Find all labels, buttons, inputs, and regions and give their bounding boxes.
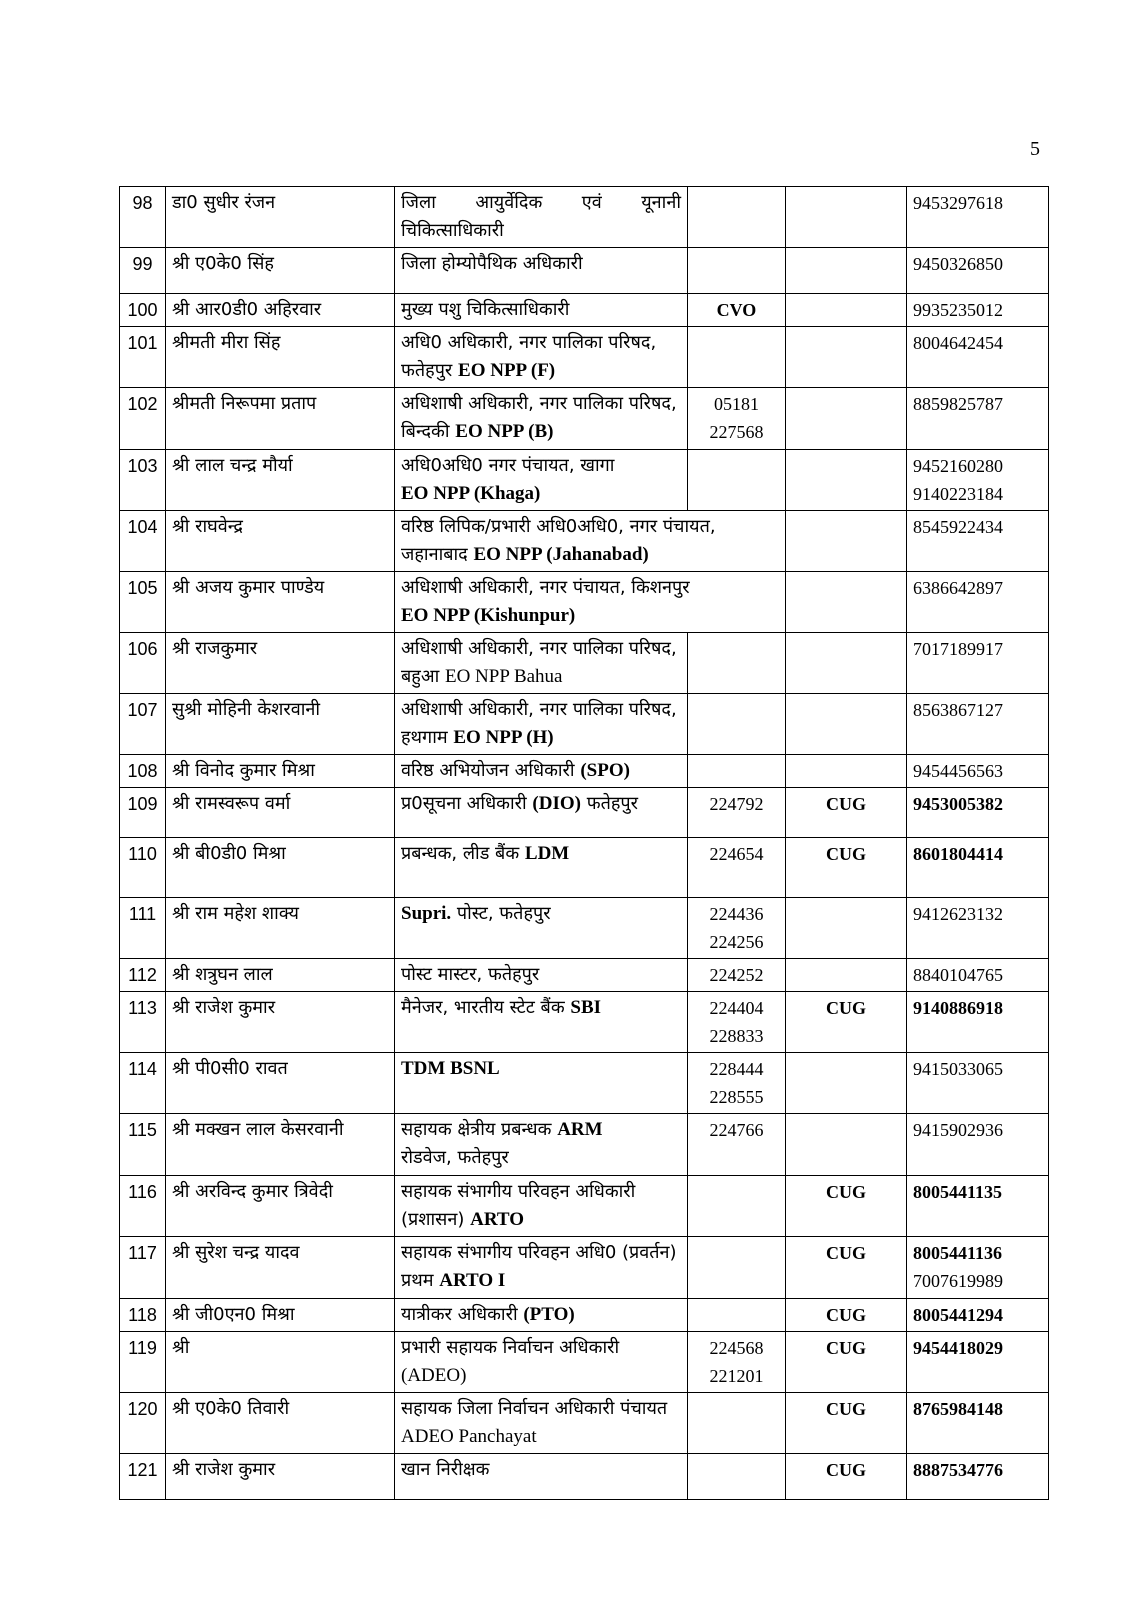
office-phone <box>688 694 786 755</box>
serial-number: 117 <box>120 1237 166 1299</box>
designation-cell <box>395 450 688 511</box>
table-row <box>120 187 1049 248</box>
designation: वरिष्ठ अभियोजन अधिकारी <box>401 760 575 781</box>
designation-code: (PTO) <box>523 1304 575 1325</box>
office-phone <box>688 248 786 294</box>
table-row <box>120 1237 1049 1299</box>
cug-label <box>786 755 907 788</box>
mobile-number: 8887534776 <box>907 1454 1049 1500</box>
designation-code: SBI <box>570 997 602 1018</box>
office-phone <box>688 1176 786 1237</box>
office-phone <box>688 327 786 388</box>
mobile-number: 8601804414 <box>907 838 1049 898</box>
mobile-number: 9450326850 <box>907 248 1049 294</box>
designation: अधिशाषी अधिकारी, नगर पालिका परिषद, हथगाम <box>401 699 677 748</box>
mobile-number: 8005441294 <box>907 1299 1049 1332</box>
cug-label <box>786 327 907 388</box>
designation-code: EO NPP (Jahanabad) <box>473 544 649 565</box>
designation: अधिशाषी अधिकारी, नगर पालिका परिषद, बहुआ <box>401 638 677 687</box>
mobile-line: 8005441136 <box>913 1243 1003 1263</box>
office-phone: 224252 <box>688 959 786 992</box>
designation: यात्रीकर अधिकारी <box>401 1304 518 1325</box>
cug-label <box>786 511 907 572</box>
designation: सहायक क्षेत्रीय प्रबन्धक <box>401 1119 552 1140</box>
designation: अधि0अधि0 नगर पंचायत, खागा <box>401 455 615 476</box>
designation-code: (ADEO) <box>401 1365 467 1386</box>
mobile-number: 9140886918 <box>907 992 1049 1053</box>
serial-number: 110 <box>120 838 166 898</box>
serial-number: 120 <box>120 1393 166 1454</box>
cug-label <box>786 388 907 450</box>
designation-cell <box>395 572 786 633</box>
designation-cell <box>395 992 688 1053</box>
designation-code: EO NPP (H) <box>453 727 554 748</box>
designation-cell <box>395 1237 688 1299</box>
designation: प्रभारी सहायक निर्वाचन अधिकारी <box>401 1337 620 1358</box>
table-row <box>120 388 1049 450</box>
table-row <box>120 898 1049 959</box>
designation-cell <box>395 788 688 838</box>
serial-number: 114 <box>120 1053 166 1114</box>
phone-line: 224256 <box>709 932 764 952</box>
designation-code: ARM <box>557 1119 603 1140</box>
serial-number: 111 <box>120 898 166 959</box>
cug-label <box>786 187 907 248</box>
designation-cell <box>395 1176 688 1237</box>
designation: जिला आयुर्वेदिक एवं यूनानी चिकित्साधिकारी <box>395 187 688 248</box>
officer-name: श्री राजेश कुमार <box>166 992 395 1053</box>
mobile-number <box>907 450 1049 511</box>
table-row <box>120 248 1049 294</box>
mobile-line: 7007619989 <box>913 1271 1003 1291</box>
designation: प्र0सूचना अधिकारी <box>401 793 527 814</box>
serial-number: 106 <box>120 633 166 694</box>
cug-label <box>786 694 907 755</box>
mobile-number: 9453005382 <box>907 788 1049 838</box>
table-row <box>120 450 1049 511</box>
designation-cell <box>395 1393 688 1454</box>
table-row <box>120 327 1049 388</box>
table-row <box>120 1393 1049 1454</box>
mobile-number: 9453297618 <box>907 187 1049 248</box>
serial-number: 104 <box>120 511 166 572</box>
office-phone <box>688 992 786 1053</box>
phone-line: 228833 <box>709 1026 764 1046</box>
officer-name: श्री राम महेश शाक्य <box>166 898 395 959</box>
designation-code: (SPO) <box>580 760 630 781</box>
designation-code: EO NPP (Khaga) <box>401 483 541 504</box>
designation-cell <box>395 511 786 572</box>
office-phone <box>688 1393 786 1454</box>
office-phone: 224654 <box>688 838 786 898</box>
serial-number: 109 <box>120 788 166 838</box>
table-row <box>120 633 1049 694</box>
mobile-line: 9452160280 <box>913 456 1003 476</box>
serial-number: 105 <box>120 572 166 633</box>
officer-name: श्री बी0डी0 मिश्रा <box>166 838 395 898</box>
mobile-number: 9412623132 <box>907 898 1049 959</box>
office-phone <box>688 1299 786 1332</box>
designation-code: EO NPP (Kishunpur) <box>401 605 576 626</box>
table-row <box>120 992 1049 1053</box>
mobile-number: 8545922434 <box>907 511 1049 572</box>
serial-number: 108 <box>120 755 166 788</box>
table-row <box>120 511 1049 572</box>
office-phone: 224766 <box>688 1114 786 1176</box>
officer-name: श्री जी0एन0 मिश्रा <box>166 1299 395 1332</box>
officer-name: श्री अरविन्द कुमार त्रिवेदी <box>166 1176 395 1237</box>
serial-number: 115 <box>120 1114 166 1176</box>
designation-cell <box>395 633 688 694</box>
mobile-number: 8859825787 <box>907 388 1049 450</box>
table-row <box>120 1454 1049 1500</box>
mobile-number: 9415033065 <box>907 1053 1049 1114</box>
designation-cell <box>395 388 688 450</box>
designation-code: ARTO I <box>439 1270 506 1291</box>
designation-cell <box>395 898 688 959</box>
serial-number: 99 <box>120 248 166 294</box>
designation-cell <box>395 327 688 388</box>
serial-number: 112 <box>120 959 166 992</box>
officer-name: श्री ए0के0 तिवारी <box>166 1393 395 1454</box>
serial-number: 118 <box>120 1299 166 1332</box>
office-phone <box>688 1237 786 1299</box>
cug-label <box>786 1114 907 1176</box>
designation: सहायक संभागीय परिवहन अधिकारी (प्रशासन) <box>401 1181 636 1230</box>
designation-code: TDM BSNL <box>401 1058 500 1079</box>
officer-name: श्री लाल चन्द्र मौर्या <box>166 450 395 511</box>
officer-name: डा0 सुधीर रंजन <box>166 187 395 248</box>
officer-name: श्रीमती निरूपमा प्रताप <box>166 388 395 450</box>
office-phone <box>688 898 786 959</box>
officer-name: श्री <box>166 1332 395 1393</box>
designation-code: (DIO) <box>532 793 581 814</box>
cug-label <box>786 248 907 294</box>
designation: अधिशाषी अधिकारी, नगर पालिका परिषद, बिन्दकी <box>401 393 677 442</box>
mobile-number: 9935235012 <box>907 294 1049 327</box>
officer-name: श्री आर0डी0 अहिरवार <box>166 294 395 327</box>
cug-label: CUG <box>786 1176 907 1237</box>
officer-name: श्री राघवेन्द्र <box>166 511 395 572</box>
mobile-number: 8004642454 <box>907 327 1049 388</box>
mobile-number: 9454456563 <box>907 755 1049 788</box>
office-phone <box>688 450 786 511</box>
designation-code: EO NPP (F) <box>458 360 556 381</box>
officer-name: श्री पी0सी0 रावत <box>166 1053 395 1114</box>
designation: मैनेजर, भारतीय स्टेट बैंक <box>401 997 565 1018</box>
designation-code: LDM <box>524 843 570 864</box>
designation: पोस्ट मास्टर, फतेहपुर <box>395 959 688 992</box>
phone-line: 228555 <box>709 1087 764 1107</box>
designation-location: फतेहपुर <box>586 793 638 814</box>
serial-number: 100 <box>120 294 166 327</box>
officer-name: श्री सुरेश चन्द्र यादव <box>166 1237 395 1299</box>
designation-code: Supri. <box>401 903 452 924</box>
cug-label <box>786 294 907 327</box>
office-phone <box>688 1053 786 1114</box>
phone-line: 227568 <box>709 422 764 442</box>
mobile-number <box>907 1237 1049 1299</box>
officer-name: श्री रामस्वरूप वर्मा <box>166 788 395 838</box>
designation: अधिशाषी अधिकारी, नगर पंचायत, किशनपुर <box>401 577 690 598</box>
contacts-table <box>119 186 1049 1500</box>
phone-line: 224568 <box>709 1338 764 1358</box>
cug-label: CUG <box>786 788 907 838</box>
designation: खान निरीक्षक <box>395 1454 688 1500</box>
table-row <box>120 1332 1049 1393</box>
designation: सहायक संभागीय परिवहन अधि0 (प्रवर्तन) प्रथम <box>401 1242 677 1291</box>
officer-name: श्री राजकुमार <box>166 633 395 694</box>
designation-cell <box>395 1114 688 1176</box>
phone-line: 221201 <box>709 1366 764 1386</box>
page-number: 5 <box>1030 138 1040 160</box>
office-phone <box>688 388 786 450</box>
office-phone <box>688 187 786 248</box>
office-phone <box>688 633 786 694</box>
designation: वरिष्ठ लिपिक/प्रभारी अधि0अधि0, नगर पंचायत, जहानाबाद <box>401 516 716 565</box>
serial-number: 101 <box>120 327 166 388</box>
designation: अधि0 अधिकारी, नगर पालिका परिषद, फतेहपुर <box>401 332 657 381</box>
designation-cell <box>395 1299 688 1332</box>
table-row <box>120 1299 1049 1332</box>
cug-label <box>786 572 907 633</box>
phone-line: 228444 <box>709 1059 764 1079</box>
table-row <box>120 1053 1049 1114</box>
officer-name: सुश्री मोहिनी केशरवानी <box>166 694 395 755</box>
office-phone: CVO <box>688 294 786 327</box>
cug-label: CUG <box>786 1299 907 1332</box>
table-row <box>120 572 1049 633</box>
serial-number: 119 <box>120 1332 166 1393</box>
officer-name: श्री विनोद कुमार मिश्रा <box>166 755 395 788</box>
cug-label: CUG <box>786 1332 907 1393</box>
officer-name: श्री मक्खन लाल केसरवानी <box>166 1114 395 1176</box>
serial-number: 107 <box>120 694 166 755</box>
serial-number: 116 <box>120 1176 166 1237</box>
designation: जिला होम्योपैथिक अधिकारी <box>395 248 688 294</box>
table-body <box>120 187 1049 1500</box>
designation: प्रबन्धक, लीड बैंक <box>401 843 520 864</box>
serial-number: 103 <box>120 450 166 511</box>
designation-cell <box>395 838 688 898</box>
phone-line: 224436 <box>709 904 764 924</box>
phone-line: 05181 <box>714 394 759 414</box>
officer-name: श्री राजेश कुमार <box>166 1454 395 1500</box>
phone-line: 224404 <box>709 998 764 1018</box>
office-phone <box>688 755 786 788</box>
table-row <box>120 755 1049 788</box>
cug-label: CUG <box>786 1454 907 1500</box>
designation: मुख्य पशु चिकित्साधिकारी <box>395 294 688 327</box>
table-row <box>120 788 1049 838</box>
serial-number: 98 <box>120 187 166 248</box>
cug-label <box>786 1053 907 1114</box>
designation-cell <box>395 694 688 755</box>
mobile-line: 9140223184 <box>913 484 1003 504</box>
officer-name: श्री ए0के0 सिंह <box>166 248 395 294</box>
officer-name: श्री अजय कुमार पाण्डेय <box>166 572 395 633</box>
officer-name: श्री शत्रुघन लाल <box>166 959 395 992</box>
office-phone <box>688 1454 786 1500</box>
designation-code: EO NPP Bahua <box>444 666 563 687</box>
cug-label <box>786 450 907 511</box>
mobile-number: 9415902936 <box>907 1114 1049 1176</box>
office-phone: 224792 <box>688 788 786 838</box>
cug-label: CUG <box>786 1393 907 1454</box>
mobile-number: 8765984148 <box>907 1393 1049 1454</box>
designation-cell <box>395 1332 688 1393</box>
designation-code: ARTO <box>470 1209 524 1230</box>
table-row <box>120 838 1049 898</box>
table-row <box>120 294 1049 327</box>
officer-name: श्रीमती मीरा सिंह <box>166 327 395 388</box>
cug-label: CUG <box>786 1237 907 1299</box>
cug-label <box>786 898 907 959</box>
cug-label: CUG <box>786 992 907 1053</box>
table-row <box>120 1114 1049 1176</box>
mobile-number: 6386642897 <box>907 572 1049 633</box>
mobile-number: 8563867127 <box>907 694 1049 755</box>
cug-label <box>786 633 907 694</box>
table-row <box>120 1176 1049 1237</box>
designation-cell <box>395 755 688 788</box>
cug-label: CUG <box>786 838 907 898</box>
cug-label <box>786 959 907 992</box>
mobile-number: 8005441135 <box>907 1176 1049 1237</box>
serial-number: 102 <box>120 388 166 450</box>
designation: पोस्ट, फतेहपुर <box>456 903 551 924</box>
designation-code: ADEO Panchayat <box>401 1426 537 1447</box>
mobile-number: 8840104765 <box>907 959 1049 992</box>
table-row <box>120 959 1049 992</box>
mobile-number: 9454418029 <box>907 1332 1049 1393</box>
mobile-number: 7017189917 <box>907 633 1049 694</box>
table-row <box>120 694 1049 755</box>
designation: सहायक जिला निर्वाचन अधिकारी पंचायत <box>401 1398 668 1419</box>
designation-cell <box>395 1053 688 1114</box>
serial-number: 113 <box>120 992 166 1053</box>
designation-code: EO NPP (B) <box>455 421 554 442</box>
office-phone <box>688 1332 786 1393</box>
serial-number: 121 <box>120 1454 166 1500</box>
designation-location: रोडवेज, फतेहपुर <box>401 1147 509 1168</box>
